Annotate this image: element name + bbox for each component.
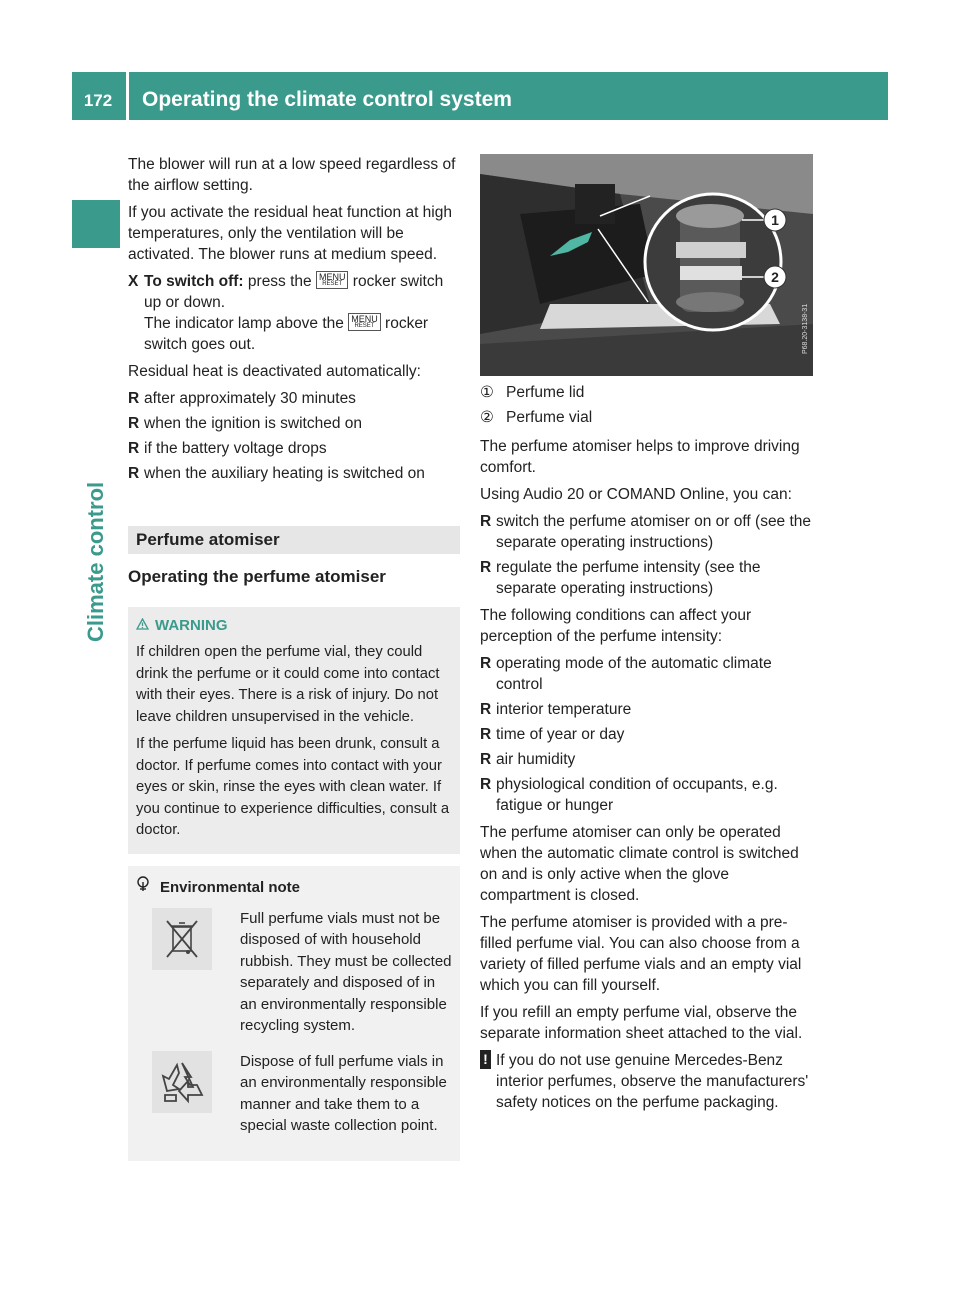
header-divider <box>126 72 129 120</box>
list-item: R physiological condition of occupants, e.g. fatigue or hunger <box>480 776 778 814</box>
list-item: R interior temperature <box>480 701 632 718</box>
list-item: R regulate the perfume intensity (see the separate operating instructions) <box>480 559 761 597</box>
notice <box>480 1050 813 1113</box>
paragraph: The blower will run at a low speed regardless of the airflow setting. <box>128 156 456 194</box>
env-item <box>136 908 452 1037</box>
paragraph: If you activate the residual heat function at high temperatures, only the ventilation will be activated. The blower runs at medium speed. <box>128 204 452 263</box>
list-item: R air humidity <box>480 751 576 768</box>
paragraph: The perfume atomiser is provided with a pre-filled perfume vial. You can also choose from a variety of filled perfume vials and an empty vial which you can fill yourself. <box>480 914 802 994</box>
exclamation-icon: ! <box>480 1050 491 1069</box>
page-number: 172 <box>83 91 113 110</box>
paragraph: If you refill an empty perfume vial, observe the separate information sheet attached to the vial. <box>480 1004 803 1042</box>
photo-code: P68.20-3138-31 <box>802 303 809 354</box>
legend-item: ① Perfume lid <box>480 384 585 401</box>
bullet-list <box>480 511 813 599</box>
list-item: R operating mode of the automatic climate control <box>480 655 772 693</box>
env-text: Dispose of full perfume vials in an environmentally responsible manner and take them to a special waste collection point. <box>240 1052 447 1134</box>
page-title: Operating the climate control system <box>142 88 512 111</box>
photo-callout-1: 1 <box>771 212 779 228</box>
left-column <box>128 154 460 1161</box>
environmental-note-box <box>128 866 460 1161</box>
warning-triangle-icon <box>136 615 149 636</box>
section-heading: Perfume atomiser <box>128 526 460 554</box>
env-item <box>136 1051 452 1137</box>
step-text: press the <box>247 273 312 290</box>
warning-box <box>128 607 460 854</box>
lightbulb-icon <box>136 876 160 898</box>
page-header <box>72 72 888 120</box>
bullet-list <box>480 653 813 816</box>
legend-item: ② Perfume vial <box>480 409 593 426</box>
photo-callout-2: 2 <box>771 269 779 285</box>
menu-reset-key-icon: MENU RESET <box>348 313 381 331</box>
right-column <box>480 154 813 1113</box>
subheading: Operating the perfume atomiser <box>128 567 386 586</box>
warning-title: WARNING <box>136 615 452 636</box>
bullet-list <box>128 388 460 484</box>
step-label: To switch off: <box>144 273 244 290</box>
step-arrow-icon: X <box>128 273 139 290</box>
paragraph: Using Audio 20 or COMAND Online, you can: <box>480 486 792 503</box>
recycle-icon <box>152 1051 212 1113</box>
list-item: R when the auxiliary heating is switched on <box>128 465 425 482</box>
step-text: rocker switch up or down. <box>144 273 444 311</box>
glovebox-photo <box>480 154 813 376</box>
env-text: Full perfume vials must not be disposed of with household rubbish. They must be collected separately and disposed of in an environmentally responsible recycling system. <box>240 909 452 1034</box>
list-item: R time of year or day <box>480 726 625 743</box>
crossed-bin-icon <box>152 908 212 970</box>
step-text: The indicator lamp above the <box>144 315 344 332</box>
step-text: rocker switch goes out. <box>144 315 429 353</box>
instruction-step <box>128 271 460 355</box>
paragraph: The perfume atomiser helps to improve driving comfort. <box>480 438 800 476</box>
list-item: R if the battery voltage drops <box>128 440 327 457</box>
menu-reset-key-icon: MENU RESET <box>316 271 349 289</box>
list-item: R after approximately 30 minutes <box>128 390 356 407</box>
warning-text: If children open the perfume vial, they could drink the perfume or it could come into contact with their eyes. There is a risk of injury. Do not leave children unsupervised in the vehicle. <box>136 644 440 725</box>
side-chapter-label: Climate control <box>83 481 108 642</box>
paragraph: Residual heat is deactivated automatically: <box>128 363 421 380</box>
list-item: R when the ignition is switched on <box>128 415 362 432</box>
env-title: Environmental note <box>136 876 452 898</box>
paragraph: The following conditions can affect your perception of the perfume intensity: <box>480 607 752 645</box>
notice-text: If you do not use genuine Mercedes-Benz interior perfumes, observe the manufacturers' safety notices on the perfume packaging. <box>496 1052 809 1111</box>
warning-text: If the perfume liquid has been drunk, consult a doctor. If perfume comes into contact with your eyes or skin, rinse the eyes with clean water. If you continue to experience difficulties, consult a doctor. <box>136 736 450 838</box>
list-item: R switch the perfume atomiser on or off (see the separate operating instructions) <box>480 513 812 551</box>
paragraph: The perfume atomiser can only be operated when the automatic climate control is switched on and is only active when the glove compartment is closed. <box>480 824 799 904</box>
